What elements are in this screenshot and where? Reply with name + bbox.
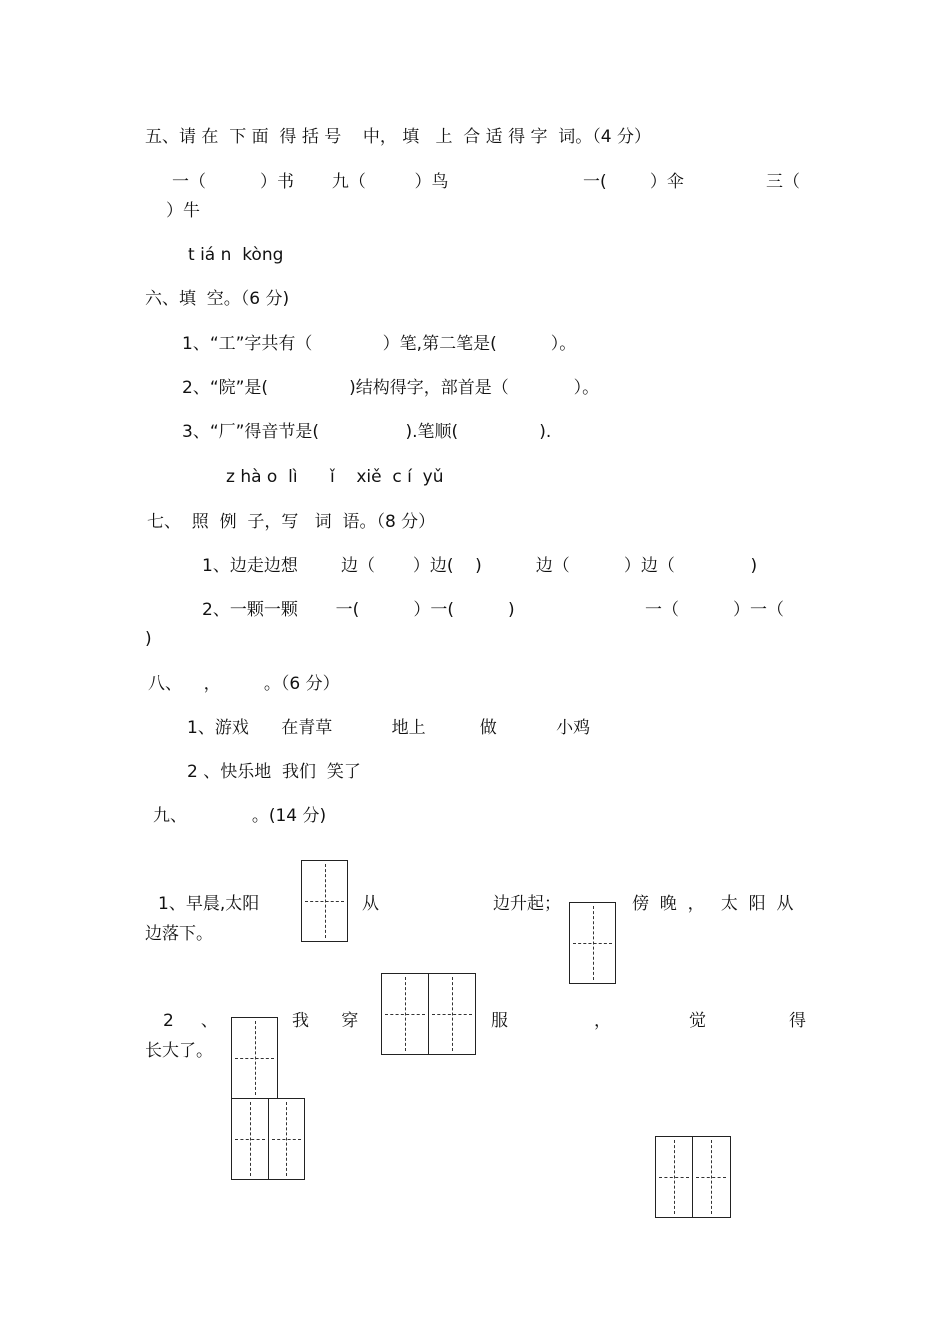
section-8-title: 八、 ， 。（6 分） [148, 674, 340, 694]
s8-question-1: 1、游戏 在青草 地上 做 小鸡 [187, 718, 591, 738]
grid-cell [268, 1099, 305, 1179]
grid-cell [570, 903, 615, 983]
s5-question-c: 三（ [766, 172, 800, 192]
s6-question-1: 1、“工”字共有（ ）笔,第二笔是( ）。 [182, 334, 577, 354]
s5-question-b: 一( ）伞 [583, 172, 684, 192]
s5-question-a: 一（ ）书 九（ ）鸟 [172, 172, 449, 192]
s9-line1-d: 傍 晚 ， 太 阳 从 [632, 894, 794, 914]
writing-grid-3 [381, 973, 476, 1055]
s9-line2-b: 我 穿 [292, 1011, 359, 1031]
s7-question-1: 1、边走边想 边（ ）边( ) 边（ ）边（ ) [202, 556, 758, 576]
writing-grid-4 [231, 1017, 278, 1099]
s5-question-d: ）牛 [166, 201, 200, 221]
section-5-title: 五、请 在 下 面 得 括 号 中， 填 上 合 适 得 字 词。（4 分） [145, 127, 652, 147]
s9-line1-a: 1、早晨,太阳 [158, 894, 260, 914]
grid-cell [232, 1099, 268, 1179]
grid-cell [302, 861, 347, 941]
writing-grid-1 [301, 860, 348, 942]
s6-pinyin: z hà o lì ǐ xiě c í yǔ [226, 467, 444, 487]
s9-line1-e: 边落下。 [145, 924, 213, 944]
s9-line2-a: 2 、 [163, 1011, 218, 1031]
writing-grid-6 [655, 1136, 731, 1218]
grid-cell [428, 974, 475, 1054]
grid-cell [382, 974, 428, 1054]
s7-question-2a: 2、一颗一颗 一( ）一( ) [202, 600, 515, 620]
s9-line2-f: 得 [789, 1011, 806, 1031]
s9-line2-g: 长大了。 [145, 1041, 213, 1061]
section-6-title: 六、填 空。（6 分) [145, 289, 290, 309]
s9-line1-c: 边升起； [493, 894, 561, 914]
writing-grid-2 [569, 902, 616, 984]
grid-cell [692, 1137, 729, 1217]
s9-line1-b: 从 [362, 894, 379, 914]
s7-question-2b: 一（ ）一（ [645, 600, 785, 620]
section-7-title: 七、 照 例 子，写 词 语。（8 分） [147, 512, 436, 532]
section-9-title: 九、 。(14 分) [153, 806, 327, 826]
s6-question-2: 2、“院”是( )结构得字，部首是（ ）。 [182, 378, 600, 398]
grid-cell [656, 1137, 692, 1217]
s9-line2-c: 服 [491, 1011, 508, 1031]
s9-line2-d: ， [594, 1011, 611, 1031]
writing-grid-5 [231, 1098, 305, 1180]
s8-question-2: 2 、快乐地 我们 笑了 [187, 762, 361, 782]
s9-line2-e: 觉 [689, 1011, 706, 1031]
s5-pinyin: t iá n kòng [188, 245, 284, 265]
s7-question-2c: ) [145, 629, 152, 649]
grid-cell [232, 1018, 277, 1098]
s6-question-3: 3、“厂”得音节是( ).笔顺( ). [182, 422, 552, 442]
